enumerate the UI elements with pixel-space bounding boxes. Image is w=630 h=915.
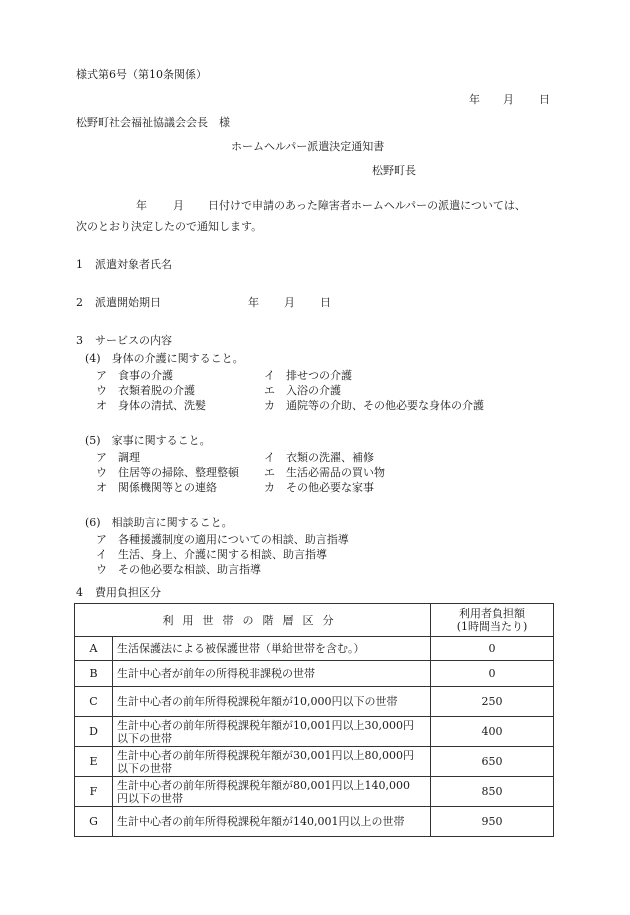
item-key: オ bbox=[96, 481, 107, 494]
row-amount: 0 bbox=[431, 637, 554, 661]
item-text: 入浴の介護 bbox=[286, 384, 341, 397]
row-grade: D bbox=[75, 717, 113, 747]
row-description bbox=[113, 747, 431, 777]
item-text: 身体の清拭、洗髪 bbox=[118, 399, 206, 412]
row-grade: E bbox=[75, 747, 113, 777]
table-row bbox=[75, 717, 554, 747]
item-text: 住居等の掃除、整理整頓 bbox=[118, 466, 239, 479]
section2-month-label: 月 bbox=[284, 296, 295, 309]
item-text: 食事の介護 bbox=[118, 369, 173, 382]
row-description-line2: 以下の世帯 bbox=[117, 731, 172, 745]
item-key: ウ bbox=[96, 384, 107, 397]
date-month-label: 月 bbox=[503, 93, 514, 106]
row-grade: F bbox=[75, 777, 113, 807]
item-key: イ bbox=[96, 548, 107, 561]
row-amount: 850 bbox=[431, 777, 554, 807]
table-header-row bbox=[75, 604, 554, 637]
item-text: その他必要な相談、助言指導 bbox=[118, 563, 261, 576]
item-key: ア bbox=[96, 533, 107, 546]
table-header-amount-line2: (1時間当たり) bbox=[456, 620, 528, 633]
body-line2-text: 次のとおり決定したので通知します。 bbox=[76, 220, 263, 233]
section4-number: 4 bbox=[76, 586, 83, 599]
section4-label: 費用負担区分 bbox=[95, 586, 161, 599]
item-key: ア bbox=[96, 369, 107, 382]
item-key: カ bbox=[264, 481, 275, 494]
row-description bbox=[113, 661, 431, 687]
row-description-line1: 生計中心者の前年所得税課税年額が10,000円以下の世帯 bbox=[117, 695, 398, 708]
item-key: ア bbox=[96, 451, 107, 464]
item-key: カ bbox=[264, 399, 275, 412]
row-amount: 400 bbox=[431, 717, 554, 747]
item-text: 衣類着脱の介護 bbox=[118, 384, 195, 397]
item-key: ウ bbox=[96, 563, 107, 576]
group-heading-body-care: (4) 身体の介護に関すること。 bbox=[85, 352, 244, 365]
section2-number: 2 bbox=[76, 296, 83, 309]
table-row bbox=[75, 747, 554, 777]
table-header-amount bbox=[431, 604, 554, 637]
row-amount: 950 bbox=[431, 807, 554, 837]
item-text: 調理 bbox=[118, 451, 140, 464]
group-heading-consultation: (6) 相談助言に関すること。 bbox=[85, 516, 233, 529]
item-key: ウ bbox=[96, 466, 107, 479]
item-key: エ bbox=[264, 384, 275, 397]
row-description bbox=[113, 807, 431, 837]
row-description-line1: 生活保護法による被保護世帯（単給世帯を含む。） bbox=[117, 642, 365, 655]
row-amount: 250 bbox=[431, 687, 554, 717]
item-text: その他必要な家事 bbox=[286, 481, 374, 494]
item-text: 関係機関等との連絡 bbox=[118, 481, 217, 494]
date-year-label: 年 bbox=[469, 93, 480, 106]
table-header-amount-line1: 利用者負担額 bbox=[459, 607, 525, 620]
section2-year-label: 年 bbox=[248, 296, 259, 309]
fee-table bbox=[74, 603, 554, 837]
body-month-label: 月 bbox=[173, 199, 184, 212]
row-grade: B bbox=[75, 661, 113, 687]
body-year-label: 年 bbox=[136, 199, 147, 212]
table-row bbox=[75, 807, 554, 837]
row-description-line1: 生計中心者の前年所得税課税年額が10,001円以上30,000円 bbox=[117, 718, 414, 732]
item-text: 各種援護制度の適用についての相談、助言指導 bbox=[118, 533, 349, 546]
issuer: 松野町長 bbox=[372, 164, 416, 177]
table-row bbox=[75, 687, 554, 717]
section2-label: 派遣開始期日 bbox=[95, 296, 161, 309]
section3-label: サービスの内容 bbox=[95, 334, 172, 347]
row-amount: 650 bbox=[431, 747, 554, 777]
date-day-label: 日 bbox=[539, 93, 550, 106]
row-description bbox=[113, 717, 431, 747]
row-grade: G bbox=[75, 807, 113, 837]
section1-number: 1 bbox=[76, 258, 83, 271]
section2-day-label: 日 bbox=[320, 296, 331, 309]
item-text: 通院等の介助、その他必要な身体の介護 bbox=[286, 399, 484, 412]
item-text: 衣類の洗濯、補修 bbox=[286, 451, 374, 464]
row-description-line1: 生計中心者が前年の所得税非課税の世帯 bbox=[117, 667, 315, 680]
row-description-line1: 生計中心者の前年所得税課税年額が80,001円以上140,000 bbox=[117, 778, 410, 792]
item-text: 生活、身上、介護に関する相談、助言指導 bbox=[118, 548, 327, 561]
item-text: 生活必需品の買い物 bbox=[286, 466, 385, 479]
row-description-line2: 円以下の世帯 bbox=[117, 791, 183, 805]
table-row bbox=[75, 777, 554, 807]
row-description-line1: 生計中心者の前年所得税課税年額が140,001円以上の世帯 bbox=[117, 815, 405, 828]
row-description bbox=[113, 777, 431, 807]
document-title: ホームヘルパー派遣決定通知書 bbox=[231, 140, 385, 153]
item-text: 排せつの介護 bbox=[286, 369, 352, 382]
row-description-line2: 以下の世帯 bbox=[117, 761, 172, 775]
row-amount: 0 bbox=[431, 661, 554, 687]
row-description bbox=[113, 687, 431, 717]
row-description-line1: 生計中心者の前年所得税課税年額が30,001円以上80,000円 bbox=[117, 748, 414, 762]
item-key: イ bbox=[264, 369, 275, 382]
section1-label: 派遣対象者氏名 bbox=[95, 258, 172, 271]
item-key: オ bbox=[96, 399, 107, 412]
item-key: エ bbox=[264, 466, 275, 479]
body-line1-text: 日付けで申請のあった障害者ホームヘルパーの派遣については、 bbox=[208, 199, 526, 212]
section3-number: 3 bbox=[76, 334, 83, 347]
table-header-category: 利用世帯の階層区分 bbox=[75, 604, 431, 637]
row-grade: A bbox=[75, 637, 113, 661]
row-grade: C bbox=[75, 687, 113, 717]
form-number: 様式第6号（第10条関係） bbox=[76, 68, 207, 81]
row-description bbox=[113, 637, 431, 661]
addressee: 松野町社会福祉協議会会長 様 bbox=[76, 116, 230, 129]
group-heading-housework: (5) 家事に関すること。 bbox=[85, 434, 211, 447]
item-key: イ bbox=[264, 451, 275, 464]
table-row bbox=[75, 637, 554, 661]
table-row bbox=[75, 661, 554, 687]
